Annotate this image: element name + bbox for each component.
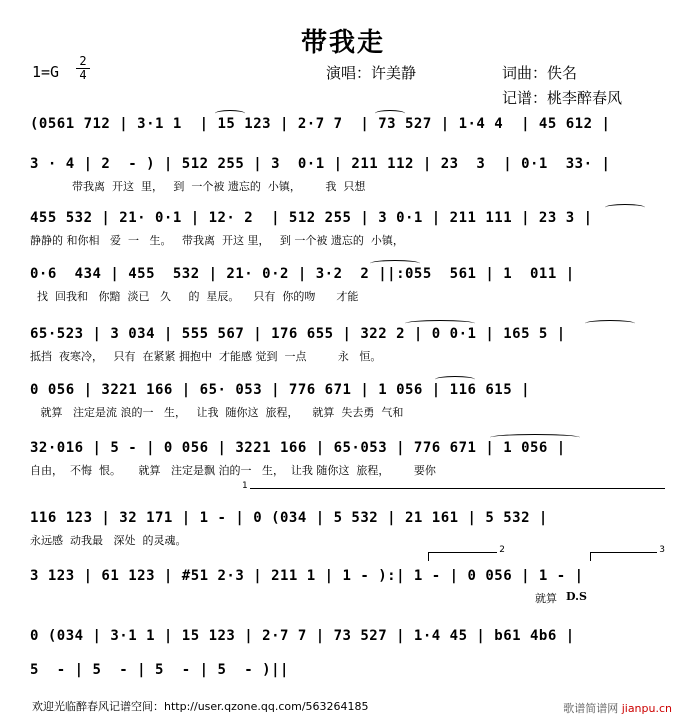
ds-lyric: 就算 (535, 592, 557, 605)
volta-number-1: 1 (242, 481, 248, 491)
watermark-domain: jianpu.cn (621, 702, 672, 715)
lyric-line: 找 回我和 你黯 淡已 久 的 星辰。 只有 你的吻 才能 (30, 290, 359, 303)
notation-line: 3 123 | 61 123 | #51 2·3 | 211 1 | 1 - ):| 1 - | 0 056 | 1 - | (30, 568, 584, 584)
notation-line: 0·6 434 | 455 532 | 21· 0·2 | 3·2 2 ||:055 561 | 1 011 | (30, 266, 575, 282)
lyric-line: 永远感 动我最 深处 的灵魂。 (30, 534, 187, 547)
lyric-line: 就算 注定是流 浪的一 生， 让我 随你这 旅程， 就算 失去勇 气和 (30, 406, 404, 419)
notation-line: 116 123 | 32 171 | 1 - | 0 (034 | 5 532 | 21 161 | 5 532 | (30, 510, 548, 526)
volta-bracket-3 (590, 545, 667, 561)
notation-line: (0561 712 | 3·1 1 | 15 123 | 2·7 7 | 73 527 | 1·4 4 | 45 612 | (30, 116, 611, 132)
notation-line: 32·016 | 5 - | 0 056 | 3221 166 | 65·053 | 776 671 | 1 056 | (30, 440, 566, 456)
lyric-line: 带我离 开这 里， 到 一个被 遗忘的 小镇， 我 只想 (30, 180, 366, 193)
lyric-line: 自由， 不悔 恨。 就算 注定是飘 泊的一 生， 让我 随你这 旅程， 要你 (30, 464, 436, 477)
lyric-line: 静静的 和你相 爱 一 生。 带我离 开这 里， 到 一个被 遗忘的 小镇， (30, 234, 404, 247)
volta-bracket-1 (240, 481, 665, 497)
lyric-line: 抵挡 夜寒冷， 只有 在紧紧 拥抱中 才能感 觉到 一点 永 恒。 (30, 350, 382, 363)
notation-line: 0 (034 | 3·1 1 | 15 123 | 2·7 7 | 73 527 | 1·4 45 | b61 4b6 | (30, 628, 575, 644)
footer-credit: 欢迎光临醉春风记谱空间：http://user.qzone.qq.com/563264185 (32, 700, 369, 713)
scribe-credit: 记谱：桃李醉春风 (502, 89, 623, 107)
notation-line: 3 · 4 | 2 - ) | 512 255 | 3 0·1 | 211 112 | 23 3 | 0·1 33· | (30, 156, 611, 172)
watermark-name: 歌谱简谱网 (563, 702, 619, 715)
singer-credit: 演唱：许美静 (326, 64, 417, 82)
key-signature: 1=G (32, 63, 60, 81)
time-signature (76, 56, 90, 81)
site-watermark (563, 700, 672, 716)
time-signature-top: 2 (79, 54, 87, 68)
song-title: 带我走 (300, 28, 385, 58)
volta-number-3: 3 (659, 545, 665, 555)
notation-line: 5 - | 5 - | 5 - | 5 - )|| (30, 662, 289, 678)
volta-number-2: 2 (499, 545, 505, 555)
composer-credit: 词曲：佚名 (502, 64, 578, 82)
ds-marking: D.S (566, 590, 587, 603)
volta-bracket-2 (428, 545, 507, 561)
notation-line: 65·523 | 3 034 | 555 567 | 176 655 | 322 2 | 0 0·1 | 165 5 | (30, 326, 566, 342)
notation-line: 0 056 | 3221 166 | 65· 053 | 776 671 | 1 056 | 116 615 | (30, 382, 531, 398)
notation-line: 455 532 | 21· 0·1 | 12· 2 | 512 255 | 3 0·1 | 211 111 | 23 3 | (30, 210, 593, 226)
time-signature-bottom: 4 (79, 68, 87, 82)
